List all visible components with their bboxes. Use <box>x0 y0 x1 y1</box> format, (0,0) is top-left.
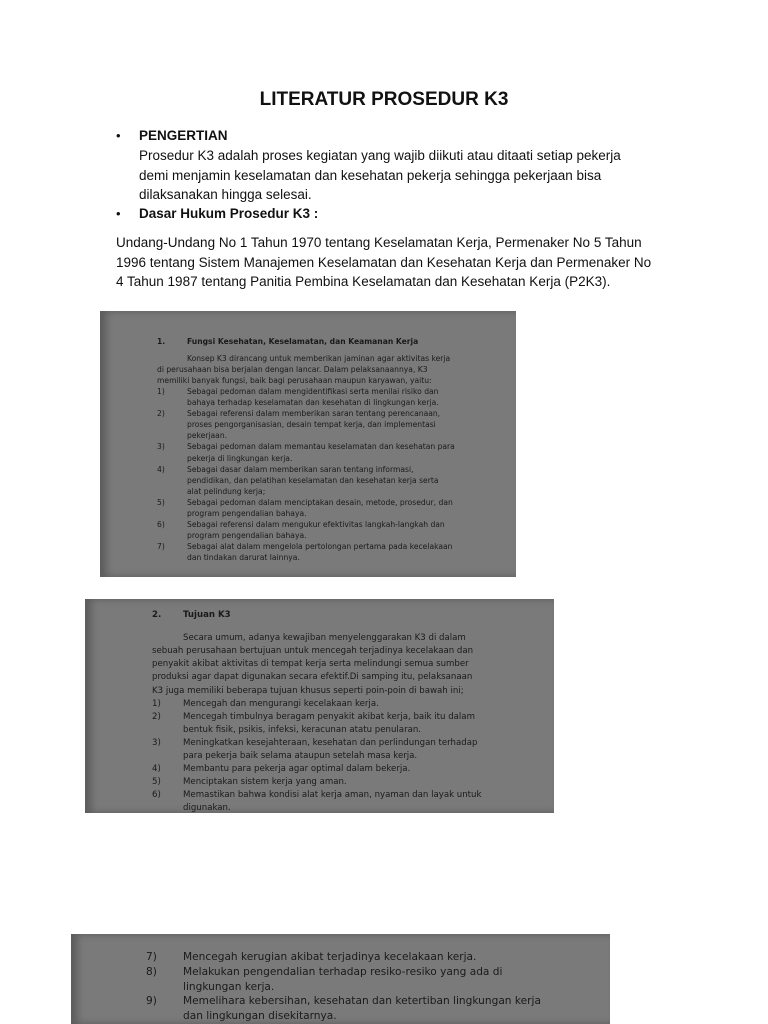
legal-basis-line: 1996 tentang Sistem Manajemen Keselamatan dan Kesehatan Kerja dan Permenaker No <box>116 254 652 270</box>
intro-line: memiliki banyak fungsi, baik bagi perusahaan maupun karyawan, yaitu: <box>157 376 432 386</box>
list-item-line: Sebagai dasar dalam memberikan saran tentang informasi, <box>187 464 414 474</box>
list-number: 4) <box>152 764 161 775</box>
scanned-excerpt-tujuan-k3 <box>85 599 554 813</box>
definition-line: Prosedur K3 adalah proses kegiatan yang wajib diikuti atau ditaati setiap pekerja <box>139 148 621 163</box>
list-item-line: digunakan. <box>183 803 231 813</box>
intro-line: Secara umum, adanya kewajiban menyelenggarakan K3 di dalam <box>183 633 466 644</box>
list-number: 4) <box>157 464 165 474</box>
intro-line: Konsep K3 dirancang untuk memberikan jaminan agar aktivitas kerja <box>187 354 451 364</box>
list-number: 8) <box>146 965 157 978</box>
list-item-line: Meningkatkan kesejahteraan, kesehatan dan perlindungan terhadap <box>183 737 478 748</box>
list-item-line: bentuk fisik, psikis, infeksi, keracunan atatu penularan. <box>183 724 422 735</box>
section-number: 1. <box>157 337 166 346</box>
list-number: 5) <box>152 777 161 788</box>
list-item-line: Memelihara kebersihan, kesehatan dan ketertiban lingkungan kerja <box>183 995 541 1008</box>
list-number: 1) <box>157 387 165 397</box>
list-item-line: Mencegah dan mengurangi kecelakaan kerja. <box>183 698 379 709</box>
list-number: 1) <box>152 698 161 709</box>
list-item-line: pekerjaan. <box>187 431 228 441</box>
list-number: 2) <box>157 409 165 419</box>
intro-line: K3 juga memiliki beberapa tujuan khusus seperti poin-poin di bawah ini; <box>152 685 464 696</box>
list-number: 6) <box>157 519 165 529</box>
scanned-excerpt-tujuan-k3-continued <box>71 934 610 1024</box>
list-number: 5) <box>157 497 165 507</box>
intro-line: produksi agar dapat digunakan secara efektif.Di samping itu, pelaksanaan <box>152 672 473 683</box>
list-item-line: Sebagai pedoman dalam memantau keselamatan dan kesehatan para <box>187 442 455 452</box>
bullet-icon: • <box>116 206 121 221</box>
list-item-line: Membantu para pekerja agar optimal dalam bekerja. <box>183 764 411 775</box>
list-item-line: Mencegah timbulnya beragam penyakit akibat kerja, baik itu dalam <box>183 711 475 722</box>
list-number: 7) <box>157 541 165 551</box>
intro-line: penyakit akibat aktivitas di tempat kerja serta melindungi semua sumber <box>152 659 469 670</box>
list-item-line: Sebagai referensi dalam mengukur efektivitas langkah-langkah dan <box>187 519 445 529</box>
section-number: 2. <box>152 610 162 620</box>
list-item-line: Sebagai pedoman dalam menciptakan desain, metode, prosedur, dan <box>187 497 453 507</box>
list-number: 6) <box>152 790 161 801</box>
bullet-heading: PENGERTIAN <box>139 128 228 143</box>
list-item-line: proses pengorganisasian, desain tempat kerja, dan implementasi <box>187 420 436 430</box>
legal-basis-line: Undang-Undang No 1 Tahun 1970 tentang Keselamatan Kerja, Permenaker No 5 Tahun <box>116 235 642 250</box>
list-item-line: Sebagai pedoman dalam mengidentifikasi serta menilai risiko dan <box>187 387 439 397</box>
intro-line: sebuah perusahaan bertujuan untuk mencegah terjadinya kecelakaan dan <box>152 646 474 657</box>
bullet-icon: • <box>116 128 121 143</box>
list-number: 2) <box>152 711 161 722</box>
definition-line: dilaksanakan hingga selesai. <box>139 187 312 202</box>
list-number: 3) <box>157 442 165 452</box>
list-item-line: Sebagai referensi dalam memberikan saran tentang perencanaan, <box>187 409 441 419</box>
list-item-line: Sebagai alat dalam mengelola pertolongan pertama pada kecelakaan <box>187 541 453 551</box>
intro-line: di perusahaan bisa berjalan dengan lancar. Dalam pelaksanaannya, K3 <box>157 365 428 375</box>
list-item-line: program pengendalian bahaya. <box>187 530 307 540</box>
bullet-heading: Dasar Hukum Prosedur K3 : <box>139 206 319 221</box>
list-item-line: dan tindakan darurat lainnya. <box>187 552 300 562</box>
list-item-line: Menciptakan sistem kerja yang aman. <box>183 777 347 788</box>
list-item-line: pekerja di lingkungan kerja. <box>187 453 293 463</box>
list-item-line: alat pelindung kerja; <box>187 486 266 496</box>
list-item-line: pendidikan, dan pelatihan keselamatan dan kesehatan kerja serta <box>187 475 439 485</box>
list-number: 3) <box>152 737 161 748</box>
section-heading: Tujuan K3 <box>183 610 231 620</box>
list-item-line: Mencegah kerugian akibat terjadinya kecelakaan kerja. <box>183 951 477 963</box>
definition-line: demi menjamin keselamatan dan kesehatan pekerja sehingga pekerjaan bisa <box>139 167 602 183</box>
list-item-line: para pekerja baik selama ataupun setelah masa kerja. <box>183 751 418 761</box>
page-title: LITERATUR PROSEDUR K3 <box>259 89 509 110</box>
list-item-line: bahaya terhadap keselamatan dan kesehatan di lingkungan kerja. <box>187 398 439 408</box>
list-item-line: lingkungan kerja. <box>183 980 275 993</box>
scanned-excerpt-fungsi-k3 <box>100 311 516 577</box>
list-item-line: Melakukan pengendalian terhadap resiko-resiko yang ada di <box>183 965 503 978</box>
legal-basis-line: 4 Tahun 1987 tentang Panitia Pembina Keselamatan dan Kesehatan Kerja (P2K3). <box>116 274 611 289</box>
list-item-line: Memastikan bahwa kondisi alat kerja aman, nyaman dan layak untuk <box>183 790 482 801</box>
section-heading: Fungsi Kesehatan, Keselamatan, dan Keamanan Kerja <box>187 337 419 346</box>
list-number: 9) <box>146 995 157 1008</box>
list-item-line: dan lingkungan disekitarnya. <box>183 1010 337 1023</box>
list-item-line: program pengendalian bahaya. <box>187 508 307 518</box>
list-number: 7) <box>146 951 157 963</box>
